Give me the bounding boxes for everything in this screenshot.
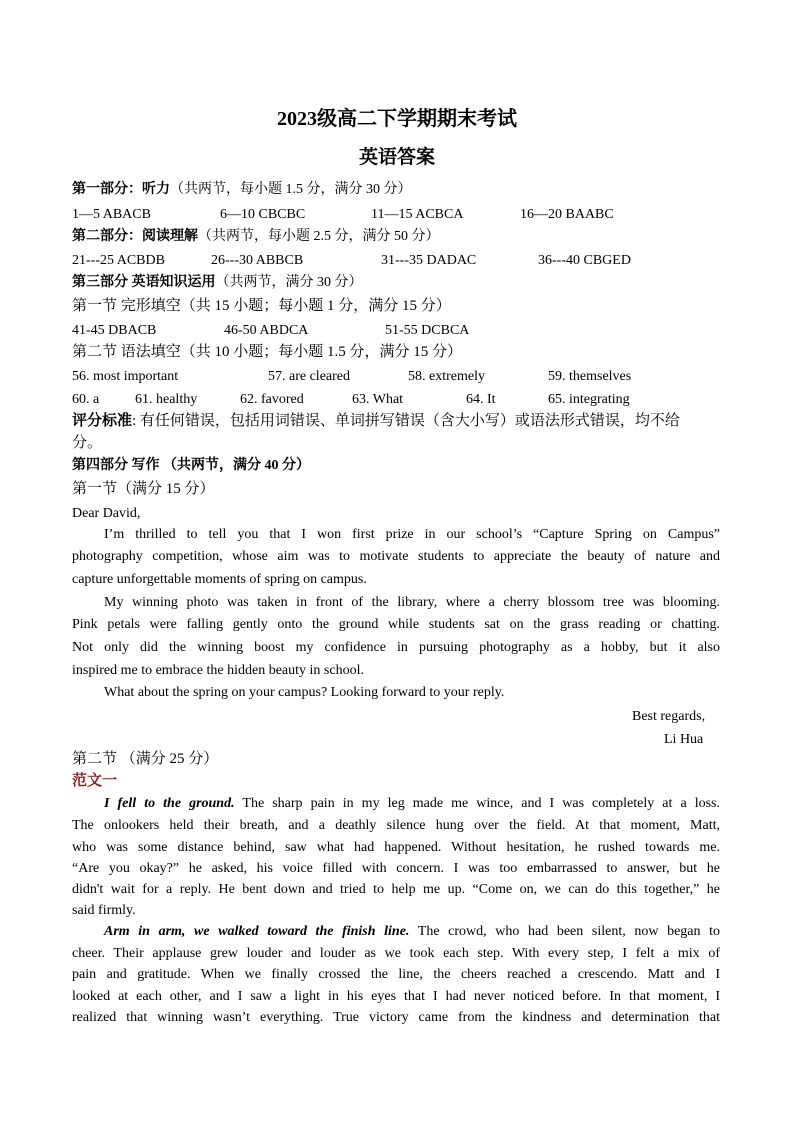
essay-line: who was some distance behind, saw what had happened. Without hesitation, he rushed towards me.: [72, 840, 720, 855]
essay-line: said firmly.: [72, 903, 136, 918]
part2-answer: 31---35 DADAC: [381, 253, 477, 268]
page-subtitle: 英语答案: [358, 147, 435, 168]
part4-section1-heading: 第一节（满分 15 分）: [72, 481, 215, 497]
letter-line: Pink petals were falling gently onto the ground while students sat on the grass reading or chatting.: [72, 617, 720, 632]
part4-section2-heading: 第二节 （满分 25 分）: [72, 751, 219, 767]
essay-line: looked at each other, and I saw a light in his eyes that I had never noticed before. In that moment, I: [72, 989, 720, 1004]
scoring-criteria-text: : 有任何错误，包括用词错误、单词拼写错误（含大小写）或语法形式错误，均不给: [132, 413, 680, 429]
letter-line: My winning photo was taken in front of the library, where a cherry blossom tree was blooming.: [104, 595, 720, 610]
essay-line: realized that winning wasn’t everything. True victory came from the kindness and determination that: [72, 1010, 720, 1025]
grammar-answer: 60. a: [72, 392, 100, 407]
letter-line: photography competition, whose aim was to motivate students to appreciate the beauty of nature and: [72, 549, 720, 564]
letter-line: Not only did the winning boost my confidence in pursuing photography as a hobby, but it also: [72, 640, 720, 655]
grammar-answer: 59. themselves: [548, 369, 632, 384]
part2-answer: 21---25 ACBDB: [72, 253, 165, 268]
grammar-answer: 65. integrating: [548, 392, 630, 407]
essay-lead-sentence: I fell to the ground.: [104, 796, 235, 811]
letter-closing: Best regards,: [632, 709, 706, 724]
part1-answer: 16—20 BAABC: [520, 207, 614, 222]
part1-answer: 11—15 ACBCA: [371, 207, 464, 222]
part1-heading-bold: 第一部分：听力: [72, 182, 170, 197]
scoring-criteria-cont: 分。: [72, 435, 103, 451]
part2-heading-rest: （共两节，每小题 2.5 分，满分 50 分）: [198, 229, 440, 244]
essay-line: “Are you okay?” he asked, his voice filled with concern. I was too embarrassed to answer, but he: [72, 861, 720, 876]
part1-answer: 6—10 CBCBC: [220, 207, 306, 222]
letter-line: inspired me to embrace the hidden beauty in school.: [72, 663, 364, 678]
part2-heading-bold: 第二部分：阅读理解: [72, 229, 198, 244]
essay-line: didn't wait for a reply. He bent down and tried to help me up. “Come on, we can do this together,” he: [72, 882, 720, 897]
essay-line: cheer. Their applause grew louder and louder as we took each step. With every step, I felt a mix of: [72, 946, 720, 961]
part2-answer: 26---30 ABBCB: [211, 253, 304, 268]
part3-section2-heading: 第二节 语法填空（共 10 小题；每小题 1.5 分，满分 15 分）: [72, 344, 463, 360]
part3-section1-heading: 第一节 完形填空（共 15 小题；每小题 1 分，满分 15 分）: [72, 298, 451, 314]
grammar-answer: 56. most important: [72, 369, 179, 384]
grammar-answer: 62. favored: [240, 392, 304, 407]
part2-heading: [72, 228, 440, 246]
page-title: 2023级高二下学期期末考试: [277, 108, 517, 130]
part2-answer: 36---40 CBGED: [538, 253, 631, 268]
part3-heading-rest: （共两节，满分 30 分）: [215, 275, 363, 290]
sample-essay-label: 范文一: [72, 773, 118, 789]
part3-heading-bold: 第三部分 英语知识运用: [72, 275, 216, 290]
grammar-answer: 57. are cleared: [268, 369, 350, 384]
part3-section1-answer: 46-50 ABDCA: [224, 323, 309, 338]
grammar-answer: 64. It: [466, 392, 496, 407]
letter-line: capture unforgettable moments of spring on campus.: [72, 572, 367, 587]
letter-line: I’m thrilled to tell you that I won first prize in our school’s “Capture Spring on Campus”: [104, 527, 720, 542]
letter-line: What about the spring on your campus? Looking forward to your reply.: [104, 685, 505, 700]
essay-text: The crowd, who had been silent, now began to: [409, 924, 720, 939]
scoring-criteria-label: 评分标准: [72, 413, 133, 429]
essay-line: pain and gratitude. When we finally crossed the line, the cheers reached a crescendo. Matt and I: [72, 967, 720, 982]
part3-heading: [72, 274, 363, 292]
part4-heading: 第四部分 写作 （共两节，满分 40 分）: [72, 458, 310, 473]
essay-line: The onlookers held their breath, and a deathly silence hung over the field. At that moment, Matt,: [72, 818, 720, 833]
part1-answer: 1—5 ABACB: [72, 207, 151, 222]
grammar-answer: 58. extremely: [408, 369, 485, 384]
essay-line: [72, 793, 720, 815]
grammar-answer: 63. What: [352, 392, 404, 407]
essay-text: The sharp pain in my leg made me wince, and I was completely at a loss.: [234, 796, 721, 811]
essay-lead-sentence: Arm in arm, we walked toward the finish line.: [104, 924, 410, 939]
part3-section1-answer: 41-45 DBACB: [72, 323, 157, 338]
grammar-answer: 61. healthy: [135, 392, 198, 407]
scoring-criteria: [72, 411, 680, 431]
letter-signature: Li Hua: [664, 732, 704, 747]
part1-heading: [72, 181, 412, 199]
essay-line: [72, 921, 720, 943]
part1-heading-rest: （共两节，每小题 1.5 分，满分 30 分）: [170, 182, 412, 197]
letter-salutation: Dear David,: [72, 506, 141, 521]
part3-section1-answer: 51-55 DCBCA: [385, 323, 470, 338]
